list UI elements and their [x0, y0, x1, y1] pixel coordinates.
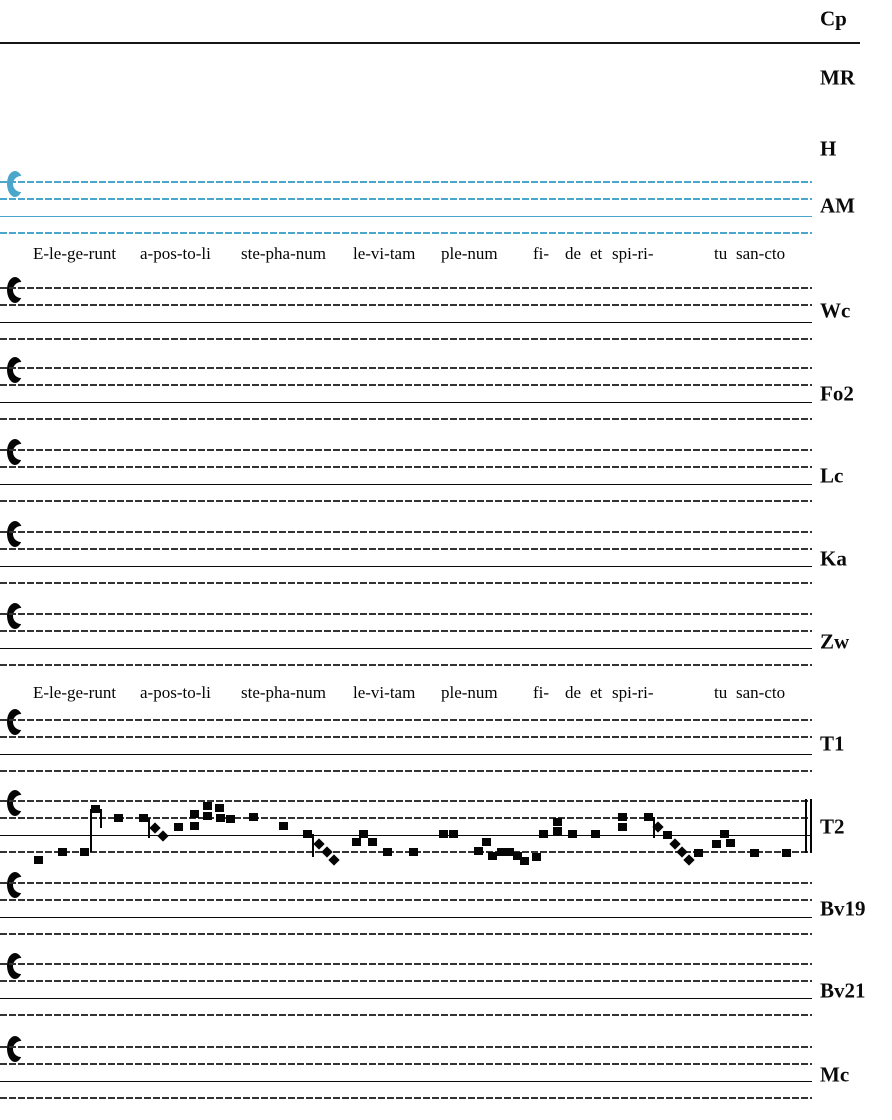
lyric-word: tu [714, 683, 728, 702]
note-square [482, 838, 491, 846]
note-square [91, 805, 100, 813]
source-label-Cp: Cp [820, 6, 847, 31]
lyric-word: de [565, 244, 582, 263]
note-square [114, 814, 123, 822]
c-clef-icon [7, 521, 23, 547]
source-label-H: H [820, 136, 837, 161]
staff-line [0, 287, 812, 289]
staff-line [0, 402, 812, 403]
source-label-Ka: Ka [820, 546, 847, 571]
lyric-word: ple-num [441, 683, 498, 702]
staff-line [0, 566, 812, 567]
lyric-word: de [565, 683, 582, 702]
note-stem [148, 818, 150, 838]
note-square [750, 849, 759, 857]
c-clef-icon [7, 709, 23, 735]
source-label-T1: T1 [820, 731, 845, 756]
staff-line [0, 484, 812, 485]
lyric-word: san-cto [736, 683, 786, 702]
note-square [190, 822, 199, 830]
note-square [409, 848, 418, 856]
note-square [449, 830, 458, 838]
lyric-word: et [590, 244, 603, 263]
c-clef-icon [7, 171, 23, 197]
staff-line [0, 736, 812, 738]
source-label-Fo2: Fo2 [820, 381, 854, 406]
source-label-T2: T2 [820, 814, 845, 839]
lyric-word: spi-ri- [612, 683, 654, 702]
note-square [553, 827, 562, 835]
note-square [215, 804, 224, 812]
staff-line [0, 800, 812, 802]
staff-line [0, 181, 812, 183]
note-square [553, 818, 562, 826]
note-square [174, 823, 183, 831]
staff-line [0, 1097, 812, 1099]
lyric-word: et [590, 683, 603, 702]
note-square [644, 813, 653, 821]
staff-line [0, 664, 812, 666]
lyric-word: tu [714, 244, 728, 263]
staff-line [0, 630, 812, 632]
staff-line [0, 980, 812, 982]
note-square [720, 830, 729, 838]
c-clef-icon [7, 872, 23, 898]
staff-line [0, 963, 812, 965]
source-label-Mc: Mc [820, 1062, 850, 1087]
staff-line [0, 466, 812, 468]
staff-line [0, 770, 812, 772]
note-diamond [328, 854, 339, 865]
lyric-word: fi- [533, 244, 550, 263]
staff-line [0, 1081, 812, 1082]
staff-line [0, 531, 812, 533]
staff-line [0, 1046, 812, 1048]
staff-line [0, 418, 812, 420]
staff-line [0, 367, 812, 369]
staff-line [0, 933, 812, 935]
staff-line [0, 384, 812, 386]
staff-line [0, 835, 812, 836]
lyric-word: le-vi-tam [353, 244, 416, 263]
c-clef-icon [7, 603, 23, 629]
end-barline [810, 799, 812, 853]
lyric-word: E-le-ge-runt [33, 244, 117, 263]
note-square [303, 830, 312, 838]
note-square [782, 849, 791, 857]
source-label-MR: MR [820, 65, 855, 90]
staff-line [0, 882, 812, 884]
end-barline [805, 799, 807, 853]
staff-line [0, 449, 812, 451]
note-stem [312, 834, 314, 857]
staff-line [0, 500, 812, 502]
staff-line [0, 1063, 812, 1065]
note-square [439, 830, 448, 838]
top-rule [0, 42, 860, 44]
note-square [568, 830, 577, 838]
note-square [694, 849, 703, 857]
staff-line [0, 322, 812, 323]
note-square [279, 822, 288, 830]
staff-line [0, 917, 812, 918]
lyric-word: E-le-ge-runt [33, 683, 117, 702]
staff-line [0, 548, 812, 550]
lyric-word: fi- [533, 683, 550, 702]
staff-line [0, 648, 812, 649]
source-label-Wc: Wc [820, 298, 851, 323]
note-square [618, 823, 627, 831]
note-square [474, 847, 483, 855]
note-square [203, 812, 212, 820]
staff-line [0, 998, 812, 999]
staff-line [0, 338, 812, 340]
source-label-AM: AM [820, 193, 855, 218]
staff-line [0, 216, 812, 217]
staff-line [0, 582, 812, 584]
note-square [58, 848, 67, 856]
note-square [532, 853, 541, 861]
note-square [359, 830, 368, 838]
note-diamond [683, 854, 694, 865]
note-square [249, 813, 258, 821]
note-square [663, 831, 672, 839]
staff-line [0, 198, 812, 200]
lyric-word: a-pos-to-li [140, 683, 211, 702]
note-square [712, 840, 721, 848]
lyric-word: a-pos-to-li [140, 244, 211, 263]
note-stem [653, 817, 655, 838]
lyric-word: ple-num [441, 244, 498, 263]
note-square [539, 830, 548, 838]
note-diamond [157, 830, 168, 841]
note-square [190, 810, 199, 818]
staff-line [0, 232, 812, 234]
note-square [618, 813, 627, 821]
note-square [520, 857, 529, 865]
staff-line [0, 754, 812, 755]
source-label-Lc: Lc [820, 463, 844, 488]
note-diamond [313, 838, 324, 849]
note-square [591, 830, 600, 838]
note-stem [100, 809, 102, 828]
staff-line [0, 899, 812, 901]
note-square [226, 815, 235, 823]
note-square [216, 814, 225, 822]
c-clef-icon [7, 790, 23, 816]
note-square [203, 802, 212, 810]
c-clef-icon [7, 953, 23, 979]
note-square [726, 839, 735, 847]
source-label-Zw: Zw [820, 629, 850, 654]
note-square [383, 848, 392, 856]
lyric-word: ste-pha-num [241, 244, 326, 263]
note-square [80, 848, 89, 856]
c-clef-icon [7, 357, 23, 383]
note-square [352, 838, 361, 846]
lyric-word: san-cto [736, 244, 786, 263]
note-square [139, 814, 148, 822]
staff-line [0, 1014, 812, 1016]
staff-line [0, 719, 812, 721]
lyric-word: spi-ri- [612, 244, 654, 263]
staff-line [0, 613, 812, 615]
note-square [368, 838, 377, 846]
c-clef-icon [7, 1036, 23, 1062]
note-square [488, 852, 497, 860]
c-clef-icon [7, 439, 23, 465]
note-square [34, 856, 43, 864]
note-diamond [149, 822, 160, 833]
lyric-word: le-vi-tam [353, 683, 416, 702]
source-label-Bv19: Bv19 [820, 896, 866, 921]
staff-line [0, 304, 812, 306]
lyric-word: ste-pha-num [241, 683, 326, 702]
c-clef-icon [7, 277, 23, 303]
source-label-Bv21: Bv21 [820, 978, 866, 1003]
note-stem [90, 809, 92, 852]
staff-line [0, 851, 812, 853]
